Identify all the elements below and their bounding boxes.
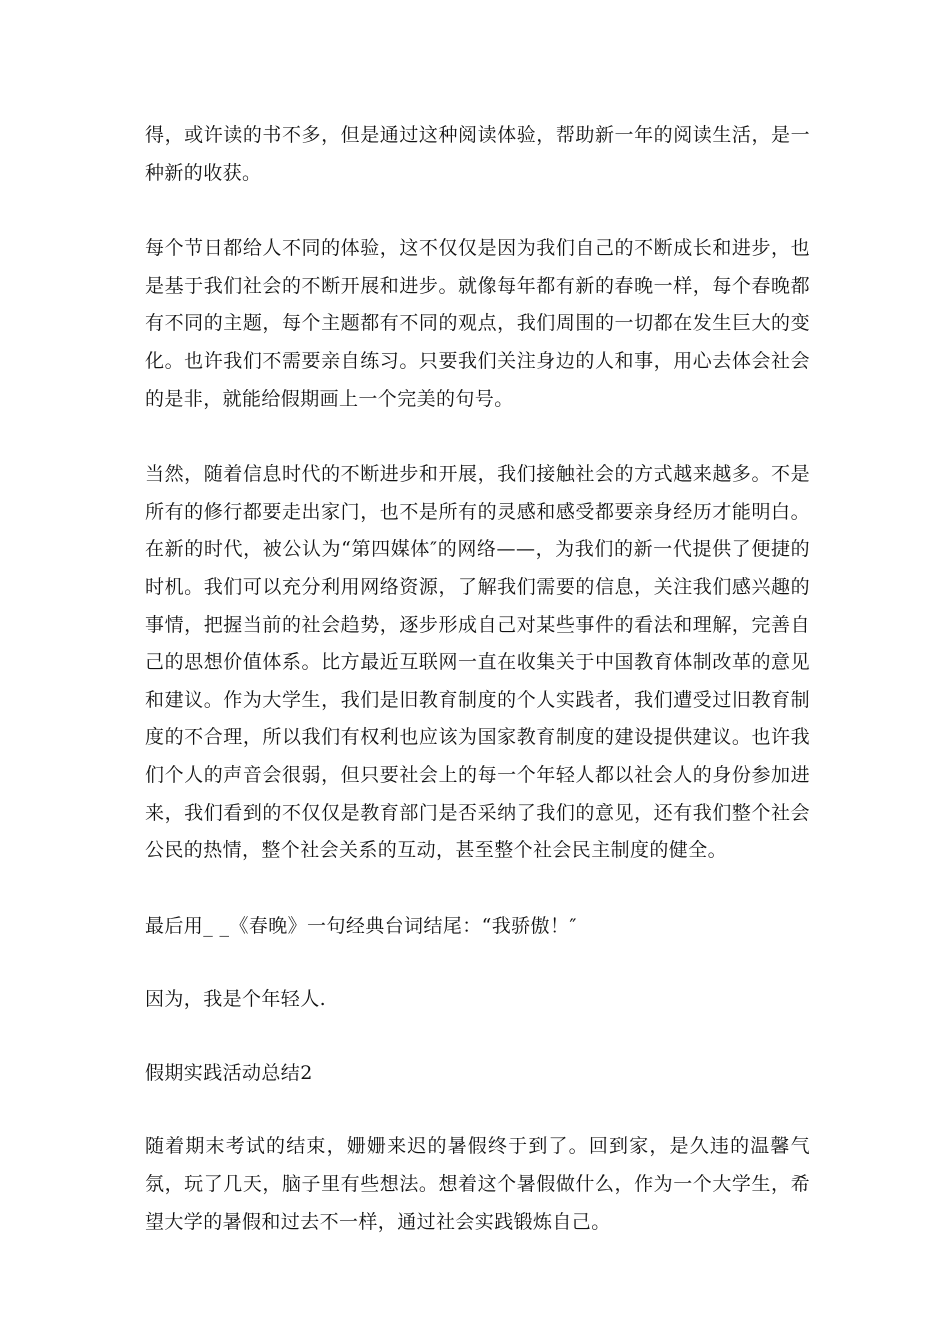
paragraph-holiday-experience: 每个节日都给人不同的体验，这不仅仅是因为我们自己的不断成长和进步，也是基于我们社会的不断开展和进步。就像每年都有新的春晚一样，每个春晚都有不同的主题，每个主题都有不同的观点，我们周围的一切都在发生巨大的变化。也许我们不需要亲自练习。只要我们关注身边的人和事，用心去体会社会的是非，就能给假期画上一个完美的句号。 bbox=[145, 237, 810, 410]
section-heading: 假期实践活动总结2 bbox=[145, 1061, 313, 1084]
document-body bbox=[145, 117, 810, 1279]
paragraph-closing-quote: 最后用_ _《春晚》一句经典台词结尾：“我骄傲！″ bbox=[145, 914, 577, 937]
paragraph-information-age: 当然，随着信息时代的不断进步和开展，我们接触社会的方式越来越多。不是所有的修行都要走出家门，也不是所有的灵感和感受都要亲身经历才能明白。在新的时代，被公认为“第四媒体″的网络——，为我们的新一代提供了便捷的时机。我们可以充分利用网络资源，了解我们需要的信息，关注我们感兴趣的事情，把握当前的社会趋势，逐步形成自己对某些事件的看法和理解，完善自己的思想价值体系。比方最近互联网一直在收集关于中国教育体制改革的意见和建议。作为大学生，我们是旧教育制度的个人实践者，我们遭受过旧教育制度的不合理，所以我们有权利也应该为国家教育制度的建设提供建议。也许我们个人的声音会很弱，但只要社会上的每一个年轻人都以社会人的身份参加进来，我们看到的不仅仅是教育部门是否采纳了我们的意见，还有我们整个社会公民的热情，整个社会关系的互动，甚至整个社会民主制度的健全。 bbox=[145, 463, 810, 862]
paragraph-summer-vacation: 随着期末考试的结束，姗姗来迟的暑假终于到了。回到家，是久违的温馨气氛，玩了几天，脑子里有些想法。想着这个暑假做什么，作为一个大学生，希望大学的暑假和过去不一样，通过社会实践锻炼自己。 bbox=[145, 1135, 810, 1233]
paragraph-young-person: 因为，我是个年轻人. bbox=[145, 988, 327, 1011]
paragraph-reading-harvest: 得，或许读的书不多，但是通过这种阅读体验，帮助新一年的阅读生活，是一种新的收获。 bbox=[145, 124, 810, 184]
